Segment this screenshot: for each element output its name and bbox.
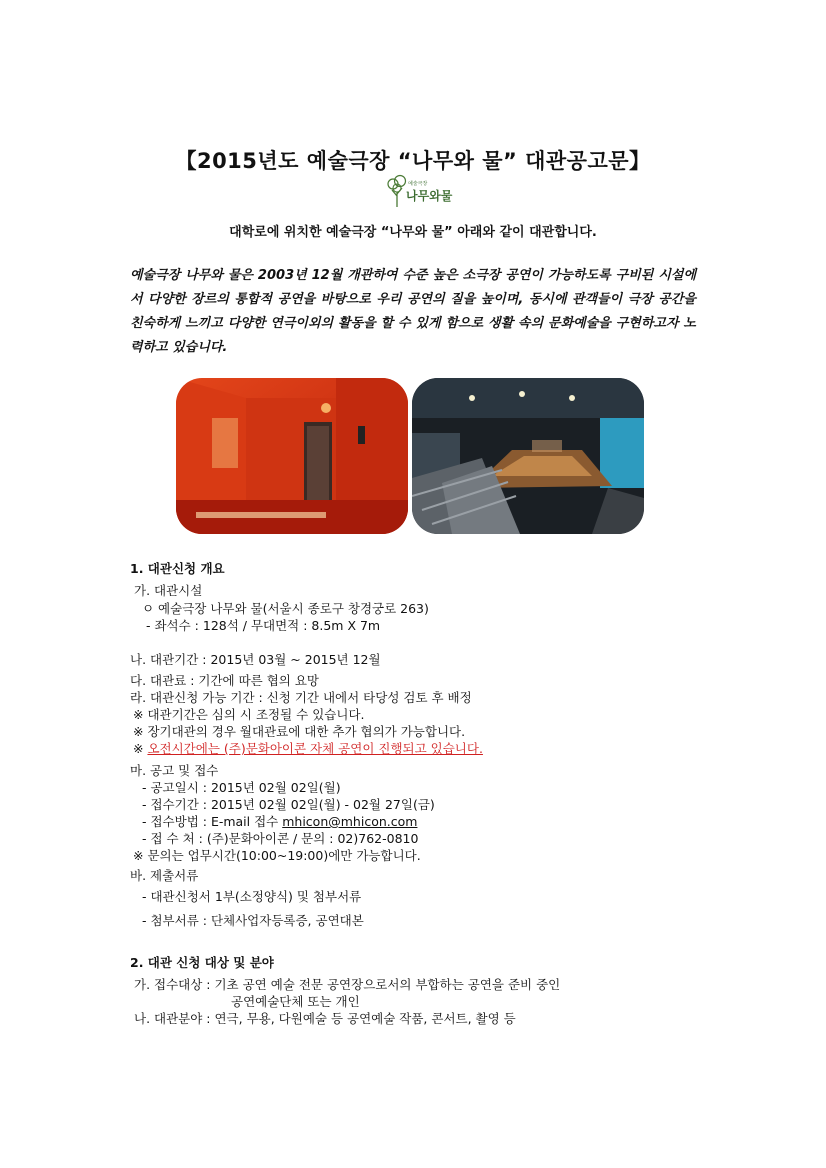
tree-logo-icon [386, 174, 408, 208]
logo-main-text: 나무와물 [406, 189, 453, 203]
note-morning-text: 오전시간에는 (주)문화아이콘 자체 공연이 진행되고 있습니다. [147, 741, 483, 756]
email-link[interactable]: mhicon@mhicon.com [282, 814, 418, 829]
note-mark: ※ [133, 741, 148, 756]
note-morning [133, 739, 483, 757]
reception-method [142, 812, 417, 830]
announcement-heading: 마. 공고 및 접수 [130, 763, 219, 778]
facility-item: ㅇ 예술극장 나무와 물(서울시 종로구 창경궁로 263) [142, 601, 429, 616]
rental-period: 나. 대관기간 : 2015년 03월 ~ 2015년 12월 [130, 652, 381, 667]
hall-photo [412, 378, 644, 534]
subtitle: 대학로에 위치한 예술극장 “나무와 물” 아래와 같이 대관합니다. [229, 225, 597, 240]
note-long-term: ※ 장기대관의 경우 월대관료에 대한 추가 협의가 가능합니다. [133, 724, 466, 739]
announcement-date: - 공고일시 : 2015년 02월 02일(월) [142, 780, 341, 795]
documents-item2: - 첨부서류 : 단체사업자등록증, 공연대본 [142, 913, 364, 928]
rental-fee: 다. 대관료 : 기간에 따른 협의 요망 [130, 673, 320, 688]
note-adjustment: ※ 대관기간은 심의 시 조정될 수 있습니다. [133, 707, 365, 722]
reception-period: - 접수기간 : 2015년 02월 02일(월) - 02월 27일(금) [142, 797, 435, 812]
section1-heading: 1. 대관신청 개요 [130, 561, 225, 576]
reception-contact: - 접 수 처 : (주)문화아이콘 / 문의 : 02)762-0810 [142, 831, 419, 846]
intro-paragraph: 예술극장 나무와 물은 2003년 12월 개관하여 수준 높은 소극장 공연이 가능하도록 구비된 시설에서 다양한 장르의 통합적 공연을 바탕으로 우리 공연의 질을 높이며, 동시에 관객들이 극장 공간을 친숙하게 느끼고 다양한 연극이외의 활동을 할 수 있게 함으로 생활 속의 문화예술을 구현하고자 노력하고 있습니다. [130, 268, 696, 355]
facility-seats: - 좌석수 : 128석 / 무대면적 : 8.5m X 7m [146, 618, 381, 633]
application-period: 라. 대관신청 가능 기간 : 신청 기간 내에서 타당성 검토 후 배정 [130, 690, 472, 705]
theater-logo [386, 174, 453, 210]
target-line-cont: 공연예술단체 또는 개인 [231, 994, 360, 1009]
target-line: 가. 접수대상 : 기초 공연 예술 전문 공연장으로서의 부합하는 공연을 준비 중인 [134, 977, 561, 992]
note-hours: ※ 문의는 업무시간(10:00~19:00)에만 가능합니다. [133, 848, 421, 863]
lobby-photo [176, 378, 408, 534]
documents-item1: - 대관신청서 1부(소정양식) 및 첨부서류 [142, 889, 362, 904]
reception-method-label: - 접수방법 : E-mail 접수 [142, 814, 283, 829]
section2-heading: 2. 대관 신청 대상 및 분야 [130, 955, 274, 970]
documents-heading: 바. 제출서류 [130, 868, 199, 883]
logo-small-text: 예술극장 [408, 181, 428, 187]
field-line: 나. 대관분야 : 연극, 무용, 다원예술 등 공연예술 작품, 콘서트, 촬영 등 [134, 1011, 516, 1026]
page-title: 【2015년도 예술극장 “나무와 물” 대관공고문】 [175, 149, 651, 173]
section1-item-ga: 가. 대관시설 [134, 583, 203, 598]
